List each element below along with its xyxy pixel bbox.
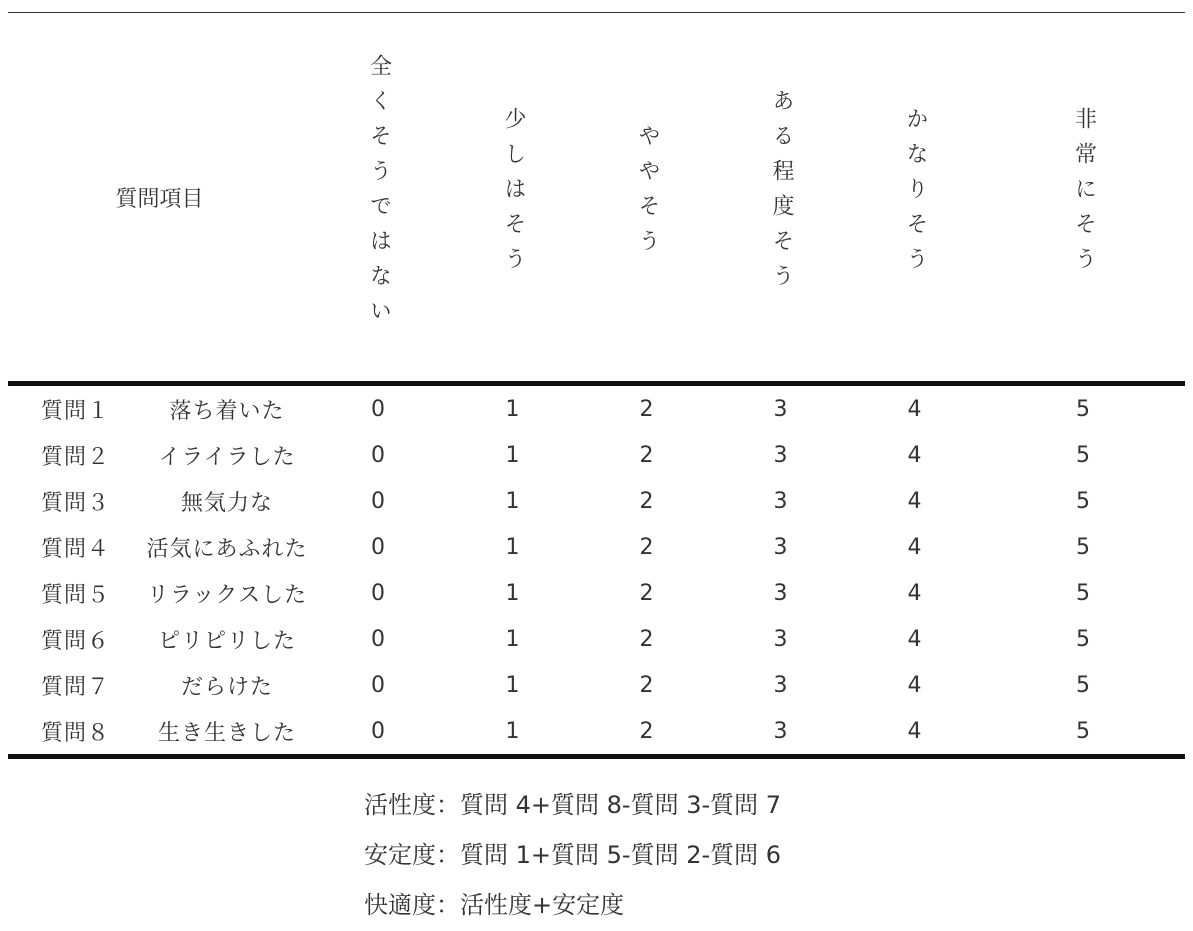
formula-comfort: 快適度：活性度+安定度 — [364, 891, 625, 919]
table-header-row — [8, 13, 1185, 384]
header-scale-label: 少しはそう — [501, 106, 527, 282]
header-scale-1 — [446, 13, 580, 384]
question-item: 生き生きした — [143, 708, 311, 757]
table-row — [8, 616, 1185, 662]
score-cell: 0 — [371, 396, 387, 422]
score-cell: 0 — [371, 672, 387, 698]
question-item: だらけた — [181, 674, 274, 700]
score-cell: 1 — [505, 488, 521, 514]
table-row — [8, 432, 1185, 478]
score-cell: 3 — [773, 488, 789, 514]
header-scale-label: 全くそうではない — [366, 54, 392, 334]
score-cell: 4 — [907, 626, 923, 652]
score-cell: 0 — [371, 488, 387, 514]
score-cell: 1 — [446, 708, 580, 757]
score-cell: 3 — [773, 534, 789, 560]
question-id: 質問７ — [40, 674, 110, 700]
score-cell: 2 — [639, 396, 655, 422]
header-question-item — [8, 13, 311, 384]
header-scale-label: ややそう — [635, 124, 661, 264]
score-cell: 0 — [371, 580, 387, 606]
score-cell: 2 — [639, 488, 655, 514]
table-row — [8, 524, 1185, 570]
header-scale-5 — [982, 13, 1185, 384]
question-id: 質問１ — [40, 398, 110, 424]
header-scale-label: 非常にそう — [1071, 106, 1097, 282]
score-cell: 2 — [639, 534, 655, 560]
score-cell: 4 — [907, 396, 923, 422]
table-row — [8, 384, 1185, 433]
score-cell: 3 — [773, 672, 789, 698]
score-cell: 2 — [639, 442, 655, 468]
questionnaire-table — [8, 12, 1185, 759]
score-cell: 4 — [907, 672, 923, 698]
score-cell: 1 — [505, 442, 521, 468]
score-cell: 5 — [1076, 580, 1092, 606]
score-cell: 5 — [1076, 442, 1092, 468]
score-cell: 3 — [773, 442, 789, 468]
score-cell: 1 — [505, 534, 521, 560]
table-row — [8, 662, 1185, 708]
header-scale-4 — [848, 13, 982, 384]
score-cell: 2 — [639, 626, 655, 652]
score-cell: 3 — [773, 626, 789, 652]
score-cell: 2 — [639, 580, 655, 606]
header-scale-2 — [580, 13, 714, 384]
question-id: 質問６ — [40, 628, 110, 654]
formula-block — [364, 780, 781, 930]
formula-activity: 活性度：質問 4+質問 8-質問 3-質問 7 — [364, 791, 782, 819]
score-cell: 5 — [1076, 626, 1092, 652]
header-scale-3 — [714, 13, 848, 384]
question-id: 質問４ — [40, 536, 110, 562]
header-question-item-label: 質問項目 — [115, 186, 204, 212]
score-cell: 4 — [907, 442, 923, 468]
question-item: 落ち着いた — [169, 398, 285, 424]
header-scale-label: かなりそう — [903, 106, 929, 282]
score-cell: 1 — [505, 580, 521, 606]
score-cell: 5 — [1076, 534, 1092, 560]
score-cell: 5 — [1076, 672, 1092, 698]
table-row — [8, 708, 1185, 757]
score-cell: 5 — [1076, 488, 1092, 514]
score-cell: 4 — [907, 488, 923, 514]
question-id: 質問２ — [40, 444, 110, 470]
score-cell: 0 — [371, 534, 387, 560]
question-id: 質問５ — [40, 582, 110, 608]
score-cell: 5 — [982, 708, 1185, 757]
table-row — [8, 478, 1185, 524]
score-cell: 3 — [714, 708, 848, 757]
question-id: 質問３ — [40, 490, 110, 516]
score-cell: 4 — [907, 534, 923, 560]
score-cell: 4 — [907, 580, 923, 606]
question-id: 質問８ — [8, 708, 143, 757]
question-item: イライラした — [158, 444, 296, 470]
question-item: 無気力な — [181, 490, 274, 516]
table-row — [8, 570, 1185, 616]
score-cell: 5 — [1076, 396, 1092, 422]
score-cell: 2 — [580, 708, 714, 757]
score-cell: 2 — [639, 672, 655, 698]
score-cell: 1 — [505, 626, 521, 652]
score-cell: 3 — [773, 396, 789, 422]
score-cell: 1 — [505, 396, 521, 422]
question-item: リラックスした — [146, 582, 308, 608]
question-item: ピリピリした — [158, 628, 297, 654]
header-scale-0 — [311, 13, 446, 384]
question-item: 活気にあふれた — [146, 536, 308, 562]
formula-stability: 安定度：質問 1+質問 5-質問 2-質問 6 — [364, 841, 782, 869]
score-cell: 0 — [371, 442, 387, 468]
header-scale-label: ある程度そう — [769, 89, 795, 299]
score-cell: 3 — [773, 580, 789, 606]
score-cell: 0 — [311, 708, 446, 757]
score-cell: 1 — [505, 672, 521, 698]
score-cell: 4 — [848, 708, 982, 757]
score-cell: 0 — [371, 626, 387, 652]
